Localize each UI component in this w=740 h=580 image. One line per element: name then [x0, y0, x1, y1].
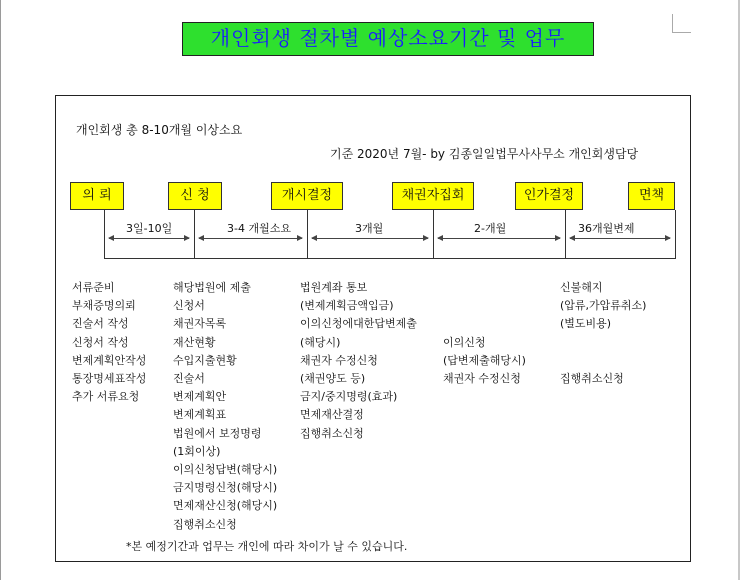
task-item: (1회이상) [173, 444, 221, 458]
timeline-tick-request [104, 210, 105, 259]
task-item: 법원계좌 통보 [300, 281, 368, 294]
task-spacer [560, 334, 646, 352]
task-item: 진술서 [173, 372, 205, 386]
task-item: 재산현황 [173, 335, 216, 349]
tasks-application-column [173, 279, 277, 534]
task-item: 법원에서 보정명령 [173, 426, 262, 440]
basis-source-line: 기준 2020년 7월- by 김종일일법무사사무소 개인회생담당 [330, 147, 639, 161]
timeline-tick-discharge [675, 210, 676, 259]
timeline-line [104, 258, 675, 259]
task-item: 변제계획안 [173, 390, 227, 404]
stage-creditors-meeting: 채권자집회 [392, 182, 474, 210]
page-edge-left [0, 0, 1, 580]
task-item: 금지/중지명령(효과) [300, 390, 398, 404]
task-item: 금지명령신청(해당시) [173, 481, 278, 495]
task-item: 채권자목록 [173, 317, 227, 331]
tasks-discharge-column [560, 279, 646, 388]
duration-label-3: 3개월 [355, 222, 384, 235]
task-item: 부채증명의뢰 [72, 299, 136, 313]
duration-label-5: 36개월변제 [578, 222, 635, 235]
task-item: 추가 서류요청 [72, 390, 140, 404]
task-item: 통장명세표작성 [72, 372, 147, 386]
task-item: (별도비용) [560, 317, 612, 331]
duration-arrow-5 [570, 238, 670, 239]
timeline-tick-commencement [307, 210, 308, 259]
task-item: (해당시) [300, 335, 341, 349]
stage-approval-decision: 인가결정 [515, 182, 583, 210]
duration-label-1: 3일-10일 [126, 222, 173, 235]
duration-arrow-2 [199, 238, 302, 239]
task-item: (답변제출해당시) [443, 354, 526, 368]
task-item: 해당법원에 제출 [173, 281, 251, 294]
page-corner-mark [672, 14, 691, 33]
task-item: 신청서 [173, 299, 205, 313]
disclaimer-note: *본 예정기간과 업무는 개인에 따라 차이가 날 수 있습니다. [126, 540, 408, 553]
task-item: 채권자 수정신청 [300, 353, 378, 367]
task-spacer [560, 352, 646, 370]
task-item: 서류준비 [72, 281, 115, 294]
task-item: (압류,가압류취소) [560, 299, 647, 313]
timeline-tick-application [194, 210, 195, 259]
task-item: (채권양도 등) [300, 372, 366, 386]
task-item: 집행취소신청 [560, 372, 624, 386]
task-item: 이의신청 [443, 336, 486, 349]
stage-application: 신 청 [168, 182, 222, 210]
timeline-tick-approval [565, 210, 566, 259]
timeline-tick-creditors-meeting [433, 210, 434, 259]
stage-request: 의 뢰 [70, 182, 124, 210]
tasks-creditors-meeting-column [443, 334, 526, 389]
duration-arrow-4 [438, 238, 560, 239]
task-item: 집행취소신청 [300, 426, 364, 440]
task-item: 집행취소신청 [173, 517, 237, 531]
duration-label-2: 3-4 개월소요 [227, 222, 291, 235]
tasks-request-column [72, 279, 146, 406]
task-item: 이의신청답변(해당시) [173, 463, 278, 477]
duration-arrow-3 [312, 238, 428, 239]
task-item: 변제계획안작성 [72, 353, 147, 367]
total-duration-summary: 개인회생 총 8-10개월 이상소요 [76, 123, 243, 137]
task-item: 신불해지 [560, 281, 603, 294]
tasks-commencement-column [300, 279, 417, 443]
stage-discharge: 면책 [628, 182, 675, 210]
diagram-title: 개인회생 절차별 예상소요기간 및 업무 [182, 22, 594, 56]
task-item: 진술서 작성 [72, 317, 129, 331]
task-item: 이의신청에대한답변제출 [300, 317, 417, 331]
task-item: 수입지출현황 [173, 353, 237, 367]
task-item: 신청서 작성 [72, 335, 129, 349]
stage-commencement-decision: 개시결정 [271, 182, 343, 210]
task-item: 면제재산신청(해당시) [173, 499, 278, 513]
task-item: 변제계획표 [173, 408, 227, 422]
task-item: 채권자 수정신청 [443, 372, 521, 386]
duration-label-4: 2-개월 [474, 222, 507, 235]
task-item: (변제계획금액입금) [300, 299, 394, 313]
duration-arrow-1 [109, 238, 189, 239]
task-item: 면제재산결정 [300, 408, 364, 422]
